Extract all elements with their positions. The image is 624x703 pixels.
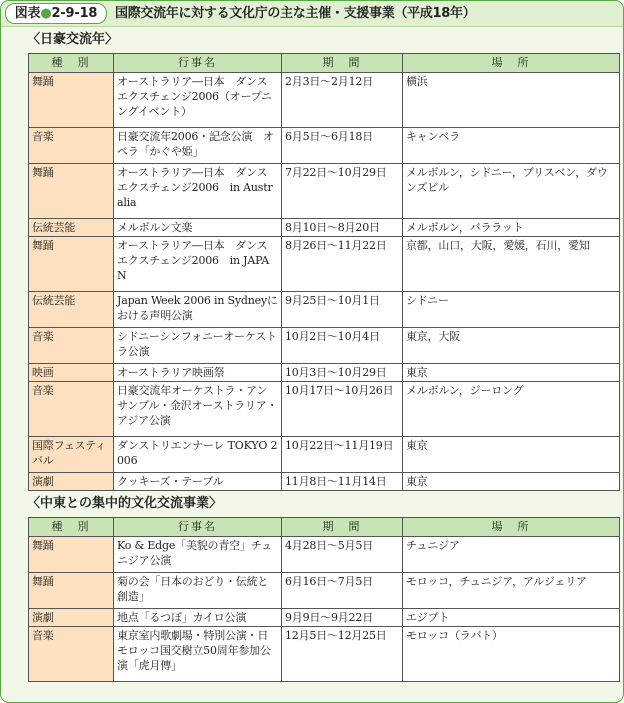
table-japan-australia [28,53,620,491]
cell-period: 6月5日～6月18日 [282,128,403,164]
cell-period: 12月5日～12月25日 [282,627,403,682]
cell-period: 6月16日～7月5日 [282,573,403,609]
cell-place: 横浜 [403,73,620,128]
cell-event: 地点「るつぼ」カイロ公演 [114,609,282,627]
cell-category: 国際フェスティバル [29,437,114,473]
cell-period: 2月3日～2月12日 [282,73,403,128]
section-title-japan-australia: 〈日豪交流年〉 [27,32,119,47]
cell-place: メルボルン，シドニー，ブリスベン，ダウンズビル [403,164,620,219]
cell-place: メルボルン，ジーロング [403,382,620,437]
cell-category: 伝統芸能 [29,292,114,328]
table-header-row [29,518,620,537]
cell-period: 10月17日～10月26日 [282,382,403,437]
cell-event: 日豪交流年オーケストラ・アンサンブル・金沢オーストラリア・アジア公演 [114,382,282,437]
cell-category: 音楽 [29,627,114,682]
table-row [29,237,620,292]
table-row [29,573,620,609]
cell-place: 東京，大阪 [403,328,620,364]
cell-event: 菊の会「日本のおどり・伝統と創造」 [114,573,282,609]
section-title-middle-east: 〈中東との集中的文化交流事業〉 [27,496,223,511]
cell-category: 音楽 [29,328,114,364]
cell-period: 4月28日～5月5日 [282,537,403,573]
col-header-place: 場 所 [403,518,620,537]
table-row [29,364,620,382]
cell-category: 映画 [29,364,114,382]
table-row [29,128,620,164]
cell-place: 京都，山口，大阪，愛媛，石川，愛知 [403,237,620,292]
cell-event: Japan Week 2006 in Sydneyにおける声明公演 [114,292,282,328]
cell-category: 舞踊 [29,237,114,292]
cell-place: シドニー [403,292,620,328]
figure-label [5,3,107,24]
table-row [29,164,620,219]
cell-place: メルボルン，バララット [403,219,620,237]
cell-place: 東京 [403,364,620,382]
cell-category: 音楽 [29,382,114,437]
table-row [29,328,620,364]
cell-period: 9月9日～9月22日 [282,609,403,627]
col-header-period: 期 間 [282,518,403,537]
cell-place: 東京 [403,437,620,473]
cell-place: エジプト [403,609,620,627]
cell-category: 舞踊 [29,537,114,573]
table-middle-east [28,517,620,682]
cell-category: 演劇 [29,473,114,491]
table-row [29,292,620,328]
col-header-period: 期 間 [282,54,403,73]
cell-place: モロッコ（ラバト） [403,627,620,682]
cell-period: 8月10日～8月20日 [282,219,403,237]
cell-period: 8月26日～11月22日 [282,237,403,292]
cell-event: Ko & Edge「美貌の青空」チュニジア公演 [114,537,282,573]
figure-label-prefix: 図表 [14,6,41,21]
cell-category: 音楽 [29,128,114,164]
cell-event: ダンストリエンナーレ TOKYO 2006 [114,437,282,473]
figure-title: 国際交流年に対する文化庁の主な主催・支援事業（平成18年） [115,6,476,21]
cell-event: 日豪交流年2006・記念公演 オペラ「かぐや姫」 [114,128,282,164]
cell-event: オーストラリア―日本 ダンスエクスチェンジ2006（オープニングイベント） [114,73,282,128]
figure-header [1,1,623,27]
cell-category: 舞踊 [29,164,114,219]
cell-period: 10月3日～10月29日 [282,364,403,382]
figure-label-dot: ● [40,6,52,21]
col-header-category: 種 別 [29,54,114,73]
cell-place: 東京 [403,473,620,491]
cell-place: キャンベラ [403,128,620,164]
table-row [29,73,620,128]
cell-period: 10月22日～11月19日 [282,437,403,473]
table-row [29,609,620,627]
cell-place: チュニジア [403,537,620,573]
table-row [29,473,620,491]
table-row [29,219,620,237]
cell-period: 10月2日～10月4日 [282,328,403,364]
col-header-event: 行事名 [114,54,282,73]
cell-event: オーストラリア―日本 ダンスエクスチェンジ2006 in Australia [114,164,282,219]
cell-event: メルボルン文楽 [114,219,282,237]
cell-category: 舞踊 [29,73,114,128]
col-header-category: 種 別 [29,518,114,537]
cell-period: 11月8日～11月14日 [282,473,403,491]
col-header-event: 行事名 [114,518,282,537]
cell-category: 舞踊 [29,573,114,609]
table-row [29,537,620,573]
cell-period: 7月22日～10月29日 [282,164,403,219]
table-row [29,627,620,682]
cell-event: オーストラリア映画祭 [114,364,282,382]
cell-category: 演劇 [29,609,114,627]
cell-category: 伝統芸能 [29,219,114,237]
cell-event: オーストラリア―日本 ダンスエクスチェンジ2006 in JAPAN [114,237,282,292]
cell-event: シドニーシンフォニーオーケストラ公演 [114,328,282,364]
cell-period: 9月25日～10月1日 [282,292,403,328]
cell-event: 東京室内歌劇場・特別公演・日モロッコ国交樹立50周年参加公演「虎月傳」 [114,627,282,682]
cell-event: クッキーズ・テーブル [114,473,282,491]
table-row [29,437,620,473]
table-row [29,382,620,437]
figure-label-number: 2-9-18 [51,6,98,21]
cell-place: モロッコ，チュニジア，アルジェリア [403,573,620,609]
col-header-place: 場 所 [403,54,620,73]
table-header-row [29,54,620,73]
